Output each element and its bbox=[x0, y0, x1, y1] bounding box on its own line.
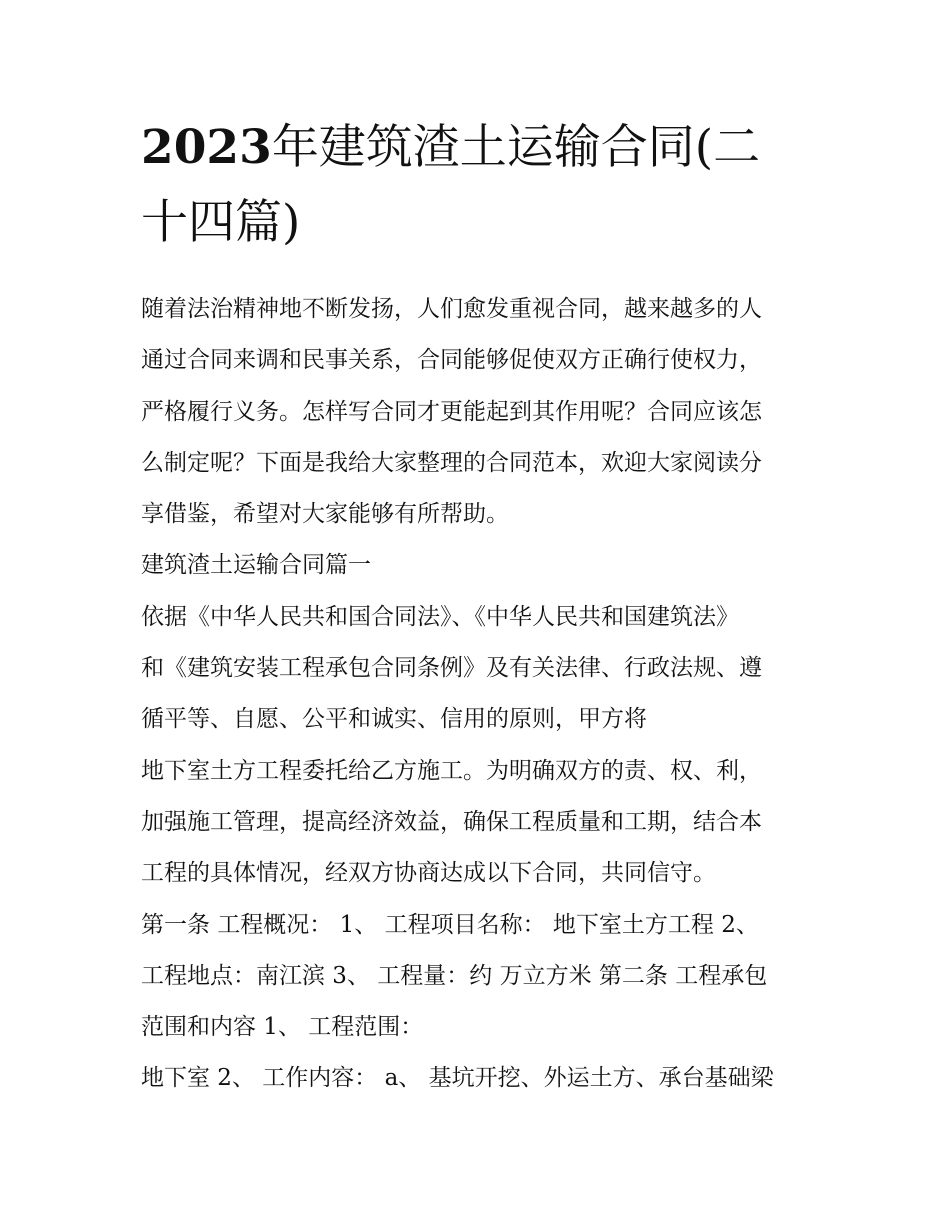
body-line: 循平等、自愿、公平和诚实、信用的原则，甲方将 bbox=[141, 706, 647, 733]
body-line: 严格履行义务。怎样写合同才更能起到其作用呢？合同应该怎 bbox=[141, 398, 762, 425]
body-line: 通过合同来调和民事关系，合同能够促使双方正确行使权力， bbox=[141, 347, 762, 374]
body-line: 加强施工管理，提高经济效益，确保工程质量和工期，结合本 bbox=[141, 808, 762, 835]
section-heading: 建筑渣土运输合同篇一 bbox=[141, 552, 371, 579]
body-line: 工程的具体情况，经双方协商达成以下合同，共同信守。 bbox=[141, 860, 716, 887]
title-line-2: 十四篇) bbox=[141, 195, 301, 250]
body-line: 依据《中华人民共和国合同法》、《中华人民共和国建筑法》 bbox=[141, 603, 739, 630]
body-line: 地下室 2、 工作内容： a、 基坑开挖、外运土方、承台基础梁 bbox=[141, 1065, 774, 1092]
body-line: 随着法治精神地不断发扬，人们愈发重视合同，越来越多的人 bbox=[141, 296, 762, 322]
document-title bbox=[141, 110, 813, 260]
body-line: 第一条 工程概况： 1、 工程项目名称： 地下室土方工程 2、 bbox=[141, 911, 759, 938]
title-year: 2023 bbox=[141, 120, 272, 175]
body-line: 么制定呢？下面是我给大家整理的合同范本，欢迎大家阅读分 bbox=[141, 449, 762, 476]
body-line: 和《建筑安装工程承包合同条例》及有关法律、行政法规、遵 bbox=[141, 655, 762, 682]
body-line: 享借鉴，希望对大家能够有所帮助。 bbox=[141, 501, 509, 528]
document-page bbox=[141, 110, 813, 1105]
title-line-1 bbox=[141, 110, 813, 185]
body-line: 范围和内容 1、 工程范围： bbox=[141, 1014, 424, 1041]
body-line: 工程地点：南江滨 3、 工程量：约 万立方米 第二条 工程承包 bbox=[141, 962, 768, 989]
title-line-1-text: 年建筑渣土运输合同(二 bbox=[271, 120, 761, 175]
document-body bbox=[141, 284, 813, 1105]
body-line: 地下室土方工程委托给乙方施工。为明确双方的责、权、利， bbox=[141, 757, 762, 784]
